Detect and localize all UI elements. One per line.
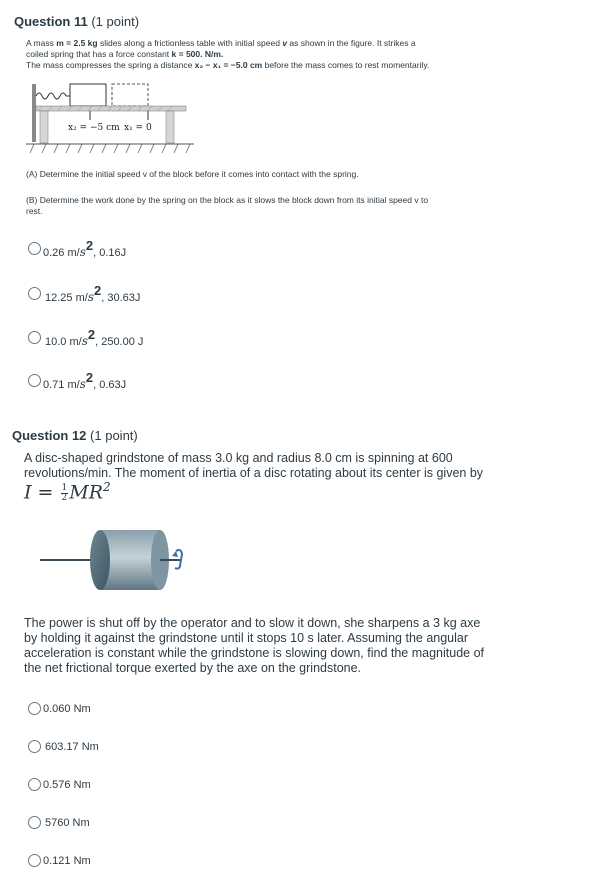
q11-intro xyxy=(26,38,586,71)
q11-title: Question 11 xyxy=(14,14,88,29)
q11-heading xyxy=(14,14,139,29)
radio-button[interactable] xyxy=(28,816,41,829)
grindstone-figure xyxy=(38,522,188,602)
q12-problem: The power is shut off by the operator and to slow it down, she sharpens a 3 kg axe by holding it against the grindstone until it stops 10 s later. Assuming the angular acceleration is constant while the grindstone is slowing down, find the magnitude of the net frictional torque exerted by the axe on the grindstone. xyxy=(24,616,484,675)
dashed-block-outline xyxy=(112,84,148,106)
left-leg xyxy=(40,111,48,143)
radio-button[interactable] xyxy=(28,702,41,715)
q12-option-3[interactable] xyxy=(28,778,91,791)
q11-option-2-label: 12.25 $m/s^2$, 30.63J xyxy=(45,283,141,304)
q12-option-1-label: 0.060 Nm xyxy=(43,702,91,715)
mass-block xyxy=(70,84,106,106)
radio-button[interactable] xyxy=(28,242,41,255)
left-wall xyxy=(32,84,36,142)
q11-intro-line2: coiled spring that has a force constant k = 500. N/m. xyxy=(26,49,224,59)
radio-button[interactable] xyxy=(28,778,41,791)
spring-coil-icon xyxy=(36,93,70,99)
q12-intro: A disc-shaped grindstone of mass 3.0 kg and radius 8.0 cm is spinning at 600 revolutions/min. The moment of inertia of a disc rotating about its center is given by xyxy=(24,451,484,480)
q12-option-4[interactable] xyxy=(28,816,90,829)
q11-option-3-label: 10.0 $m/s^2$, 250.00 J xyxy=(45,327,144,348)
q12-option-2-label: 603.17 Nm xyxy=(45,740,99,753)
q12-option-4-label: 5760 Nm xyxy=(45,816,90,829)
q11-option-4-label: 0.71 $m/s^2$, 0.63J xyxy=(43,370,127,391)
q11-part-a: (A) Determine the initial speed v of the block before it comes into contact with the spring. xyxy=(26,169,359,179)
q12-option-2[interactable] xyxy=(28,740,99,753)
q11-part-b: (B) Determine the work done by the spring on the block as it slows the block down from its initial speed v to rest. xyxy=(26,195,429,216)
right-leg xyxy=(166,111,174,143)
q12-points: (1 point) xyxy=(90,428,138,443)
grindstone-face xyxy=(90,530,110,590)
q12-heading xyxy=(12,428,138,443)
q12-title: Question 12 xyxy=(12,428,87,443)
q11-option-4[interactable] xyxy=(28,370,126,391)
radio-button[interactable] xyxy=(28,854,41,867)
q11-option-1-label: 0.26 $m/s^2$, 0.16J xyxy=(43,238,127,259)
q11-intro-line1: A mass m = 2.5 kg slides along a frictionless table with initial speed v as shown in the figure. It strikes a xyxy=(26,38,416,48)
q11-intro-line3: The mass compresses the spring a distance x₂ − x₁ = −5.0 cm before the mass comes to rest momentarily. xyxy=(26,60,430,70)
q11-option-2[interactable] xyxy=(28,283,140,304)
moment-of-inertia-formula: I = $\frac{1}{2}$ $MR^2$ xyxy=(24,480,111,504)
radio-button[interactable] xyxy=(28,331,41,344)
q12-option-3-label: 0.576 Nm xyxy=(43,778,91,791)
radio-button[interactable] xyxy=(28,740,41,753)
x1-label: x₁ = 0 xyxy=(124,123,152,133)
q11-option-3[interactable] xyxy=(28,327,143,348)
q12-option-5[interactable] xyxy=(28,854,91,867)
spring-figure xyxy=(26,78,196,158)
radio-button[interactable] xyxy=(28,287,41,300)
q11-points: (1 point) xyxy=(91,14,140,29)
q12-option-5-label: 0.121 Nm xyxy=(43,854,91,867)
x2-label: x₂ = −5 cm xyxy=(68,123,120,133)
q12-option-1[interactable] xyxy=(28,702,91,715)
q11-option-1[interactable] xyxy=(28,238,126,259)
radio-button[interactable] xyxy=(28,374,41,387)
